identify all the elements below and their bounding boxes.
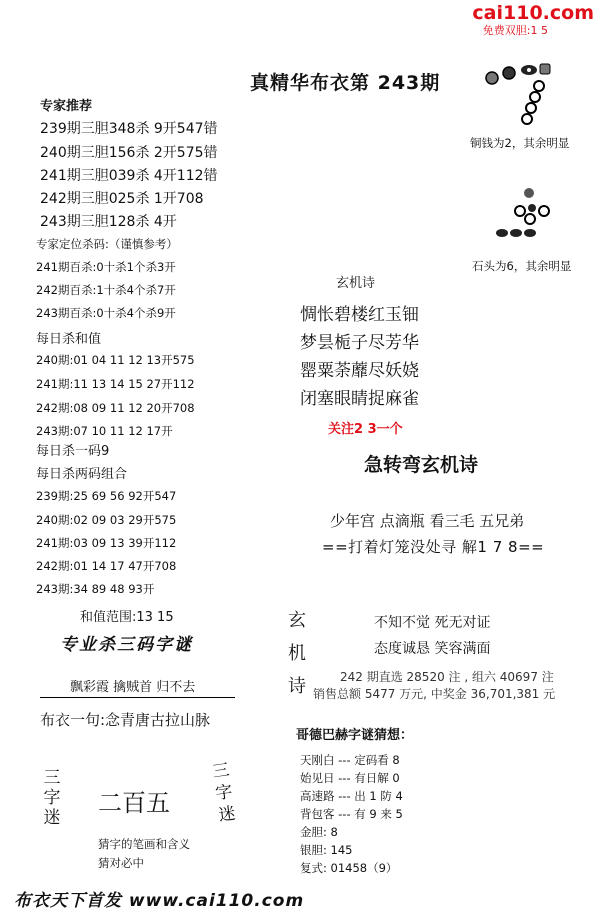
godbach-row: 高速路 --- 出 1 防 4 — [300, 789, 403, 803]
position-kill-row: 242期百杀:1十杀4个杀7开 — [36, 283, 176, 297]
xuanji-line: 态度诚恳 笑容满面 — [374, 641, 491, 657]
turn-title: 急转弯玄机诗 — [364, 454, 479, 476]
godbach-row: 背包客 --- 有 9 来 5 — [300, 807, 403, 821]
daily-two-row: 242期:01 14 17 47开708 — [36, 559, 177, 573]
coins-caption: 铜钱为2，其余明显 — [470, 136, 570, 150]
riddle-hint: 猜对必中 — [98, 856, 144, 870]
godbach-row: 金胆: 8 — [300, 825, 338, 839]
vert-char: 三 — [211, 760, 231, 783]
right-vertical-label — [208, 759, 241, 828]
daily-sum-row: 240期:01 04 11 12 13开575 — [36, 353, 195, 367]
expert-heading: 专家推荐 — [40, 99, 93, 114]
vert-char: 字 — [43, 788, 61, 808]
riddle-hint: 猜字的笔画和含义 — [98, 837, 190, 851]
poem-line: 梦昙栀子尽芳华 — [300, 333, 419, 353]
position-kill-row: 241期百杀:0十杀1个杀3开 — [36, 260, 176, 274]
godbach-row: 银胆: 145 — [300, 843, 353, 857]
riddle-heading: 专业杀三码字谜 — [60, 635, 193, 655]
sales-line: 销售总额 5477 万元, 中奖金 36,701,381 元 — [313, 687, 556, 701]
vert-char: 诗 — [288, 676, 306, 697]
daily-two-heading: 每日杀两码组合 — [36, 467, 128, 482]
expert-row: 239期三胆348杀 9开547错 — [40, 121, 218, 137]
godbach-row: 始见日 --- 有日解 0 — [300, 771, 400, 785]
daily-sum-heading: 每日杀和值 — [36, 332, 102, 347]
daily-two-row: 240期:02 09 03 29开575 — [36, 513, 177, 527]
turn-line: ==打着灯笼没处寻 解1 7 8== — [322, 538, 545, 556]
poem-line: 闭塞眼睛捉麻雀 — [300, 389, 419, 409]
expert-row: 241期三胆039杀 4开112错 — [40, 168, 218, 184]
expert-row: 242期三胆025杀 1开708 — [40, 191, 204, 207]
free-note: 免费双胆:1 5 — [482, 24, 548, 37]
expert-row: 240期三胆156杀 2开575错 — [40, 145, 218, 161]
page-title: 真精华布衣第 243期 — [250, 72, 441, 94]
stones-caption: 石头为6，其余明显 — [472, 259, 572, 273]
daily-two-row: 239期:25 69 56 92开547 — [36, 489, 177, 503]
godbach-heading: 哥德巴赫字谜猜想： — [296, 728, 414, 743]
attention-text: 关注2 3一个 — [328, 422, 403, 437]
riddle-center: 二百五 — [98, 789, 170, 817]
turn-line: 少年宫 点滴瓶 看三毛 五兄弟 — [330, 512, 525, 530]
site-logo-text: cai110.com — [472, 2, 594, 24]
expert-row: 243期三胆128杀 4开 — [40, 214, 177, 230]
position-kill-row: 243期百杀:0十杀4个杀9开 — [36, 306, 176, 320]
vert-char: 机 — [288, 643, 306, 664]
poem-heading: 玄机诗 — [336, 276, 376, 291]
vert-char: 字 — [214, 781, 234, 805]
sum-range: 和值范围:13 15 — [80, 610, 174, 625]
daily-sum-row: 242期:08 09 11 12 20开708 — [36, 401, 195, 415]
stones-icon — [494, 185, 564, 245]
riddle-line: 飘彩霞 擒贼首 归不去 — [70, 680, 196, 695]
sales-line: 242 期直选 28520 注 , 组六 40697 注 — [340, 670, 554, 684]
vert-char: 玄 — [288, 610, 306, 631]
daily-sum-row: 243期:07 10 11 12 17开 — [36, 424, 173, 438]
position-kill-heading: 专家定位杀码:（谨慎参考） — [36, 237, 178, 251]
daily-one-heading: 每日杀一码9 — [36, 444, 110, 459]
xuanji-line: 不知不觉 死无对证 — [374, 615, 491, 631]
vert-char: 迷 — [217, 803, 237, 826]
buyi-line: 布衣一句:念青唐古拉山脉 — [40, 711, 211, 729]
daily-two-row: 243期:34 89 48 93开 — [36, 582, 155, 596]
vert-char: 迷 — [43, 808, 61, 828]
poem-line: 罂粟荼蘼尽妖娆 — [300, 361, 419, 381]
daily-two-row: 241期:03 09 13 39开112 — [36, 536, 177, 550]
footer-text: 布衣天下首发 www.cai110.com — [14, 891, 305, 911]
godbach-row: 复式: 01458（9） — [300, 861, 398, 875]
poem-line: 惆怅碧楼红玉钿 — [300, 305, 419, 325]
godbach-row: 天刚白 --- 定码看 8 — [300, 753, 400, 767]
vert-char: 三 — [43, 768, 61, 788]
left-vertical-label — [42, 768, 62, 828]
divider — [40, 697, 235, 698]
daily-sum-row: 241期:11 13 14 15 27开112 — [36, 377, 195, 391]
coins-icon — [482, 58, 572, 128]
xuanji-vertical-label — [288, 604, 310, 703]
